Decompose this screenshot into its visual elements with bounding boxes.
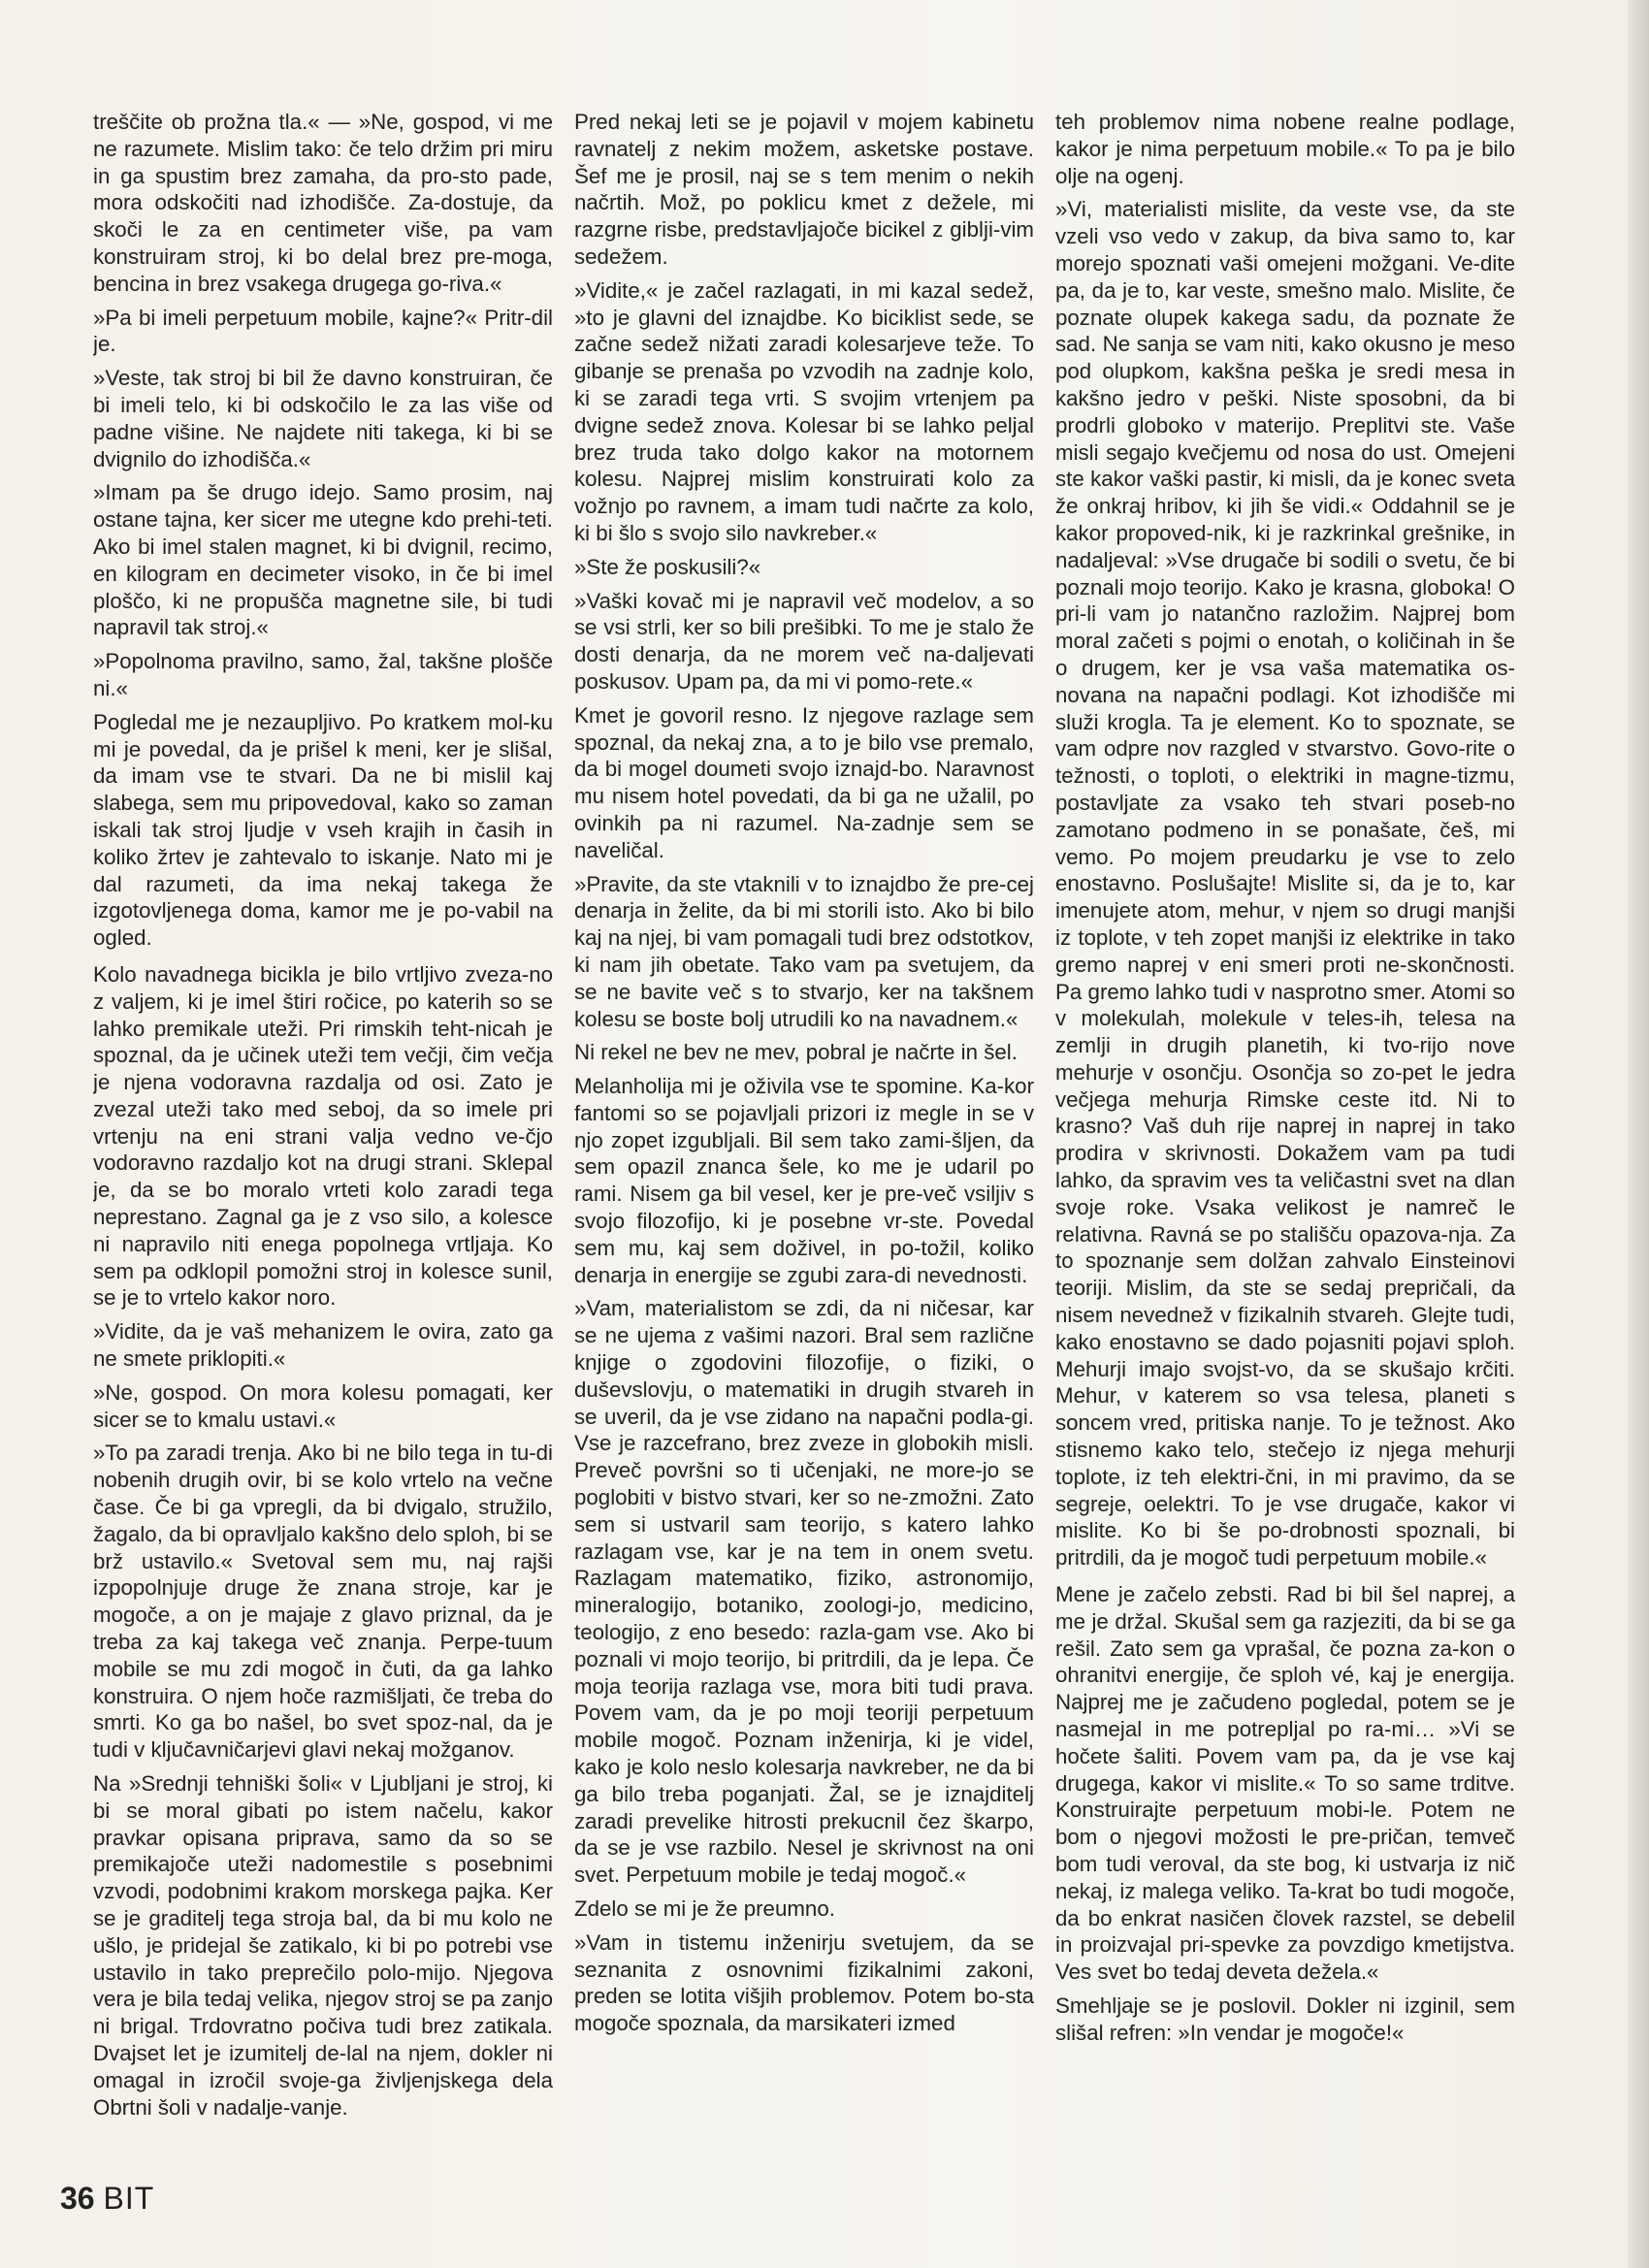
paragraph: »Vam in tistemu inženirju svetujem, da se seznanita z osnovnimi fizikalnimi zakoni, preden se lotita višjih problemov. Potem bo-sta mogoče spoznala, da marsikateri izmed	[574, 1929, 1034, 2036]
page-number: 36	[60, 2181, 95, 2216]
paragraph: treščite ob prožna tla.« — »Ne, gospod, vi me ne razumete. Mislim tako: če telo držim pri miru in ga spustim brez zamaha, da pro-sto pade, mora odskočiti nad izhodišče. Za-dostuje, da skoči le za en centimeter više, pa vam konstruiram stroj, ki bo delal brez pre-moga, bencina in brez vsakega drugega go-riva.«	[93, 110, 553, 296]
paragraph: »Vam, materialistom se zdi, da ni ničesar, kar se ne ujema z vašimi nazori. Bral sem različne knjige o zgodovini filozofije, o fiziki, o duševslovju, o matematiki in drugih stvareh in se uveril, da je vse zidano na napačni podla-gi. Vse je razcefrano, brez zveze in globokih misli. Preveč površni so ti učenjaki, ne more-jo se poglobiti v bistvo stvari, ker so ne-zmožni. Zato sem si ustvaril sam teorijo, s katero lahko razlagam vse, kar je na tem in onem svetu. Razlagam matematiko, fiziko, astronomijo, mineralogijo, botaniko, zoologi-jo, medicino, teologijo, z eno besedo: razla-gam vse. Ako bi poznali vi mojo teorijo, bi pritrdili, da je lepa. Če moja teorija razlaga vse, mora biti tudi prava. Povem vam, da je po moji teoriji perpetuum mobile mogoč. Poznam inženirja, ki je videl, kako je kolo neslo kolesarja navkreber, ne da bi ga bilo treba poganjati. Žal, se je iznajditelj zaradi prevelike hitrosti prekucnil čez škarpo, da se je vse razbilo. Nesel je skrivnost na oni svet. Perpetuum mobile je tedaj mogoč.«	[574, 1296, 1034, 1888]
paragraph: Smehljaje se je poslovil. Dokler ni izginil, sem slišal refren: »In vendar je mogoče!«	[1055, 1993, 1515, 2045]
paragraph: »Vi, materialisti mislite, da veste vse, da ste vzeli vso vedo v zakup, da biva samo to, kar morejo spoznati vaši omejeni možgani. Ve-dite pa, da je to, kar veste, smešno malo. Mislite, če poznate olupek kakega sadu, da poznate že sad. Ne sanja se vam niti, kako okusno je meso pod olupkom, kakšna peška je sredi mesa in kakšno jedro v peški. Niste sposobni, da bi prodrli globoko v materijo. Preplitvi ste. Vaše misli segajo kvečjemu od nosa do ust. Omejeni ste kakor vaški pastir, ki misli, da je konec sveta že onkraj hribov, ki jih še vidi.« Oddahnil se je kakor propoved-nik, ki je razkrinkal grešnike, in nadaljeval: »Vse drugače bi sodili o svetu, če bi poznali mojo teorijo. Kako je krasna, globoka! O pri-li vam jo natančno razložim. Najprej bom moral začeti s pojmi o enotah, o količinah in še o drugem, ker je vsa vaša matematika os-novana na napačni podlagi. Kot izhodišče mi služi krogla. Ta je element. Ko to spoznate, se vam odpre nov razgled v stvarstvo. Govo-rite o težnosti, o toploti, o elektriki in magne-tizmu, postavljate za vsako teh stvari poseb-no zamotano podmeno in se ponašate, češ, mi vemo. Po mojem preudarku je vse to zelo enostavno. Poslušajte! Mislite si, da je to, kar imenujete atom, mehur, v njem so drugi manjši iz toplote, v teh zopet manjši iz elektrike in tako gremo naprej v eni smeri proti ne-skončnosti. Pa gremo lahko tudi v nasprotno smer. Atomi so v molekulah, molekule v teles-ih, telesa na zemlji in drugih planetih, ki tvo-rijo nove mehurje v osončju. Osončja so zo-pet le jedra večjega mehurja Rimske ceste itd. Ni to krasno? Vaš duh rije naprej in naprej in tako prodira v skrivnosti. Dokažem vam pa tudi lahko, da spravim ves ta veličastni svet na dlan svoje roke. Vsaka velikost je namreč le relativna. Ravná se po stališču opazova-nja. Za to spoznanje sem dolžan zahvalo Einsteinovi teoriji. Mislim, da ste se sedaj prepričali, da nisem nevednež v fizikalnih stvareh. Glejte tudi, kako enostavno se dado pojasniti pojavi sploh. Mehurji imajo svojst-vo, da se skušajo krčiti. Mehur, v katerem so vsa telesa, planeti s soncem vred, pritiska nanje. To je težnost. Ako stisnemo kako telo, stečejo iz njega mehurji toplote, iz teh elektri-čni, in mi pravimo, da se segreje, oelektri. To je vse drugače, kakor vi mislite. Ko bi še po-drobnosti spoznali, bi pritrdili, da je mogoč tudi perpetuum mobile.«	[1055, 197, 1515, 1571]
page-footer	[60, 2181, 154, 2216]
paragraph: Mene je začelo zebsti. Rad bi bil šel naprej, a me je držal. Skušal sem ga razjeziti, da bi se ga rešil. Zato sem ga vprašal, če pozna za-kon o ohranitvi energije, če sploh vé, kaj je energija. Najprej me je začudeno pogledal, potem se je nasmejal in me potrepljal po ra-mi… »Vi se hočete šaliti. Povem vam pa, da je vse kaj drugega, kakor vi mislite.« To so same trditve. Konstruirajte perpetuum mobi-le. Potem ne bom o njegovi možosti le pre-pričan, temveč bom tudi veroval, da ste bog, ki ustvarja iz nič nekaj, iz malega veliko. Ta-krat bo tudi mogoče, da bo enkrat nasičen človek razstel, se debelil in proizvajal pri-spevke za povzdigo kmetijstva. Ves svet bo tedaj deveta dežela.«	[1055, 1582, 1515, 1985]
text-column-2	[574, 109, 1034, 2126]
paragraph: »Pravite, da ste vtaknili v to iznajdbo že pre-cej denarja in želite, da bi mi storili isto. Ako bi bilo kaj na njej, bi vam pomagali tudi brez odstotkov, ki nam jih obetate. Tako vam pa svetujem, da se ne bavite več s to stvarjo, ker na takšnem kolesu se boste bolj utrudili ko na navadnem.«	[574, 871, 1034, 1031]
paragraph: Kmet je govoril resno. Iz njegove razlage sem spoznal, da nekaj zna, a to je bilo vse premalo, da bi mogel doumeti svojo iznajd-bo. Naravnost mu nisem hotel povedati, da bi ga ne užalil, po ovinkih pa ni razumel. Na-zadnje sem se naveličal.	[574, 702, 1034, 862]
paragraph: »Popolnoma pravilno, samo, žal, takšne plošče ni.«	[93, 649, 553, 700]
paragraph: »Ne, gospod. On mora kolesu pomagati, ker sicer se to kmalu ustavi.«	[93, 1379, 553, 1432]
paragraph: Pogledal me je nezaupljivo. Po kratkem mol-ku mi je povedal, da je prišel k meni, ker je slišal, da imam vse te stvari. Da ne bi mislil kaj slabega, sem mu pripovedoval, kako so zaman iskali tak stroj ljudje v vseh krajih in časih in koliko žrtev je zahtevalo to iskanje. Nato mi je dal razumeti, da ima nekaj takega že izgotovljenega doma, kamor me je po-vabil na ogled.	[93, 709, 553, 951]
paragraph: »Pa bi imeli perpetuum mobile, kajne?« Pritr-dil je.	[93, 305, 553, 357]
paragraph: Pred nekaj leti se je pojavil v mojem kabinetu ravnatelj z nekim možem, asketske postave. Šef me je prosil, naj se s tem menim o nekih načrtih. Mož, po poklicu kmet z dežele, mi razgrne risbe, predstavljajoče bicikel z giblji-vim sedežem.	[574, 110, 1034, 269]
paragraph: Ni rekel ne bev ne mev, pobral je načrte in šel.	[574, 1040, 1018, 1065]
magazine-name: BIT	[103, 2181, 155, 2216]
paragraph: »Veste, tak stroj bi bil že davno konstruiran, če bi imeli telo, ki bi odskočilo le za las više od padne višine. Ne najdete niti takega, ki bi se dvignilo do izhodišča.«	[93, 366, 553, 471]
paragraph: Na »Srednji tehniški šoli« v Ljubljani je stroj, ki bi se moral gibati po istem načelu, kakor pravkar opisana priprava, samo da so se premikajoče uteži nadomestile s posebnimi vzvodi, podobnimi krakom morskega pajka. Ker se je graditelj tega stroja bal, da bi mu kolo ne ušlo, je pridejal še zatikalo, ki bi po potrebi vse ustavilo in tako preprečilo polo-mijo. Njegova vera je bila tedaj velika, njegov stroj se pa zanjo ni brigal. Trdovratno počiva tudi brez zatikala. Dvajset let je izumitelj de-lal na njem, dokler ni omagal in izročil svoje-ga življenjskega dela Obrtni šoli v nadalje-vanje.	[93, 1771, 553, 2120]
text-column-3	[1055, 109, 1515, 2126]
paragraph: »Vidite,« je začel razlagati, in mi kazal sedež, »to je glavni del iznajdbe. Ko biciklist sede, se začne sedež nižati zaradi kolesarjeve teže. To gibanje se prenaša po vzvodih na zadnje kolo, ki se zaradi tega vrti. S svojim vrtenjem pa dvigne sedež znova. Kolesar bi se lahko peljal brez truda tako dolgo kakor na motornem kolesu. Najprej mislim konstruirati kolo za vožnjo po ravnem, a imam tudi načrte za kolo, ki bi šlo s svojo silo navkreber.«	[574, 277, 1034, 545]
article-body	[93, 109, 1515, 2126]
page-spine-shadow	[1628, 0, 1649, 2268]
paragraph: Melanholija mi je oživila vse te spomine. Ka-kor fantomi so se pojavljali prizori iz megle in se v njo zopet izgubljali. Bil sem tako zami-šljen, da sem opazil znanca šele, ko me je udaril po rami. Nisem ga bil vesel, ker je pre-več vsiljiv s svojo filozofijo, ki je posebne vr-ste. Povedal sem mu, kaj sem doživel, in po-tožil, koliko denarja in energije se zgubi zara-di nevednosti.	[574, 1074, 1034, 1287]
paragraph: »Imam pa še drugo idejo. Samo prosim, naj ostane tajna, ker sicer me utegne kdo prehi-teti. Ako bi imel stalen magnet, ki bi dvignil, recimo, en kilogram en decimeter visoko, in če bi imel ploščo, ki ne propušča magnetne sile, bi tudi napravil tak stroj.«	[93, 480, 553, 640]
paragraph: Zdelo se mi je že preumno.	[574, 1896, 835, 1921]
paragraph: teh problemov nima nobene realne podlage, kakor je nima perpetuum mobile.« To pa je bilo olje na ogenj.	[1055, 110, 1515, 188]
paragraph: »To pa zaradi trenja. Ako bi ne bilo tega in tu-di nobenih drugih ovir, bi se kolo vrtelo na večne čase. Če bi ga vpregli, da bi dvigalo, stružilo, žagalo, da bi opravljalo kakšno delo sploh, bi se brž ustavilo.« Svetoval sem mu, naj rajši izpopolnjuje druge že znana stroje, kar je mogoče, a on je majaje z glavo priznal, da je treba za kaj takega več znanja. Perpe-tuum mobile se mu zdi mogoč in čuti, da ga lahko konstruira. O njem hoče razmišljati, če treba do smrti. Ko ga bo našel, bo svet spoz-nal, da je tudi v ključavničarjevi glavi nekaj možganov.	[93, 1441, 553, 1763]
paragraph: Kolo navadnega bicikla je bilo vrtljivo zveza-no z valjem, ki je imel štiri ročice, po katerih so se lahko premikale uteži. Pri rimskih teht-nicah je spoznal, da je učinek uteži tem večji, čim večja je njena vodoravna razdalja od osi. Zato je zvezal uteži tako med seboj, da so imele pri vrtenju na eni strani valja vedno ve-čjo vodoravno razdaljo kot na drugi strani. Sklepal je, da se bo moralo vrteti kolo zaradi tega neprestano. Zagnal ga je z vso silo, a kolesce ni napravilo niti enega popolnega vrtljaja. Ko sem pa odklopil pomožni stroj in kolesce sunil, se je to vrtelo kakor noro.	[93, 961, 553, 1311]
paragraph: »Vidite, da je vaš mehanizem le ovira, zato ga ne smete priklopiti.«	[93, 1319, 553, 1372]
paragraph: »Ste že poskusili?«	[574, 554, 761, 579]
paragraph: »Vaški kovač mi je napravil več modelov, a so se vsi strli, ker so bili prešibki. To me je stalo že dosti denarja, da ne morem več na-daljevati poskusov. Upam pa, da mi vi pomo-rete.«	[574, 588, 1034, 694]
text-column-1	[93, 109, 553, 2126]
